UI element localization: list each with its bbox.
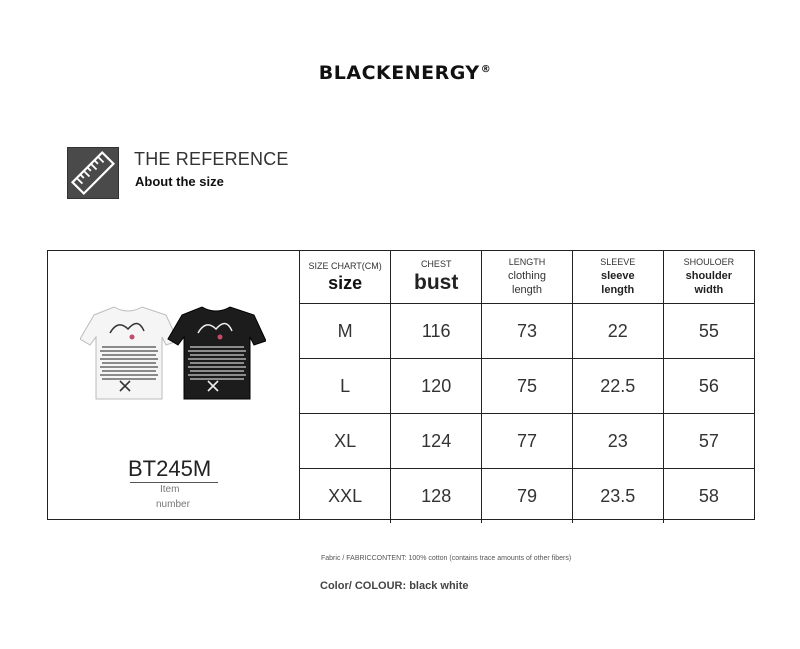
header-shoulder-line1: shoulder [685,270,733,282]
header-length-line2: length [512,284,542,296]
table-cell: M [300,304,391,359]
table-cell: 22 [572,304,663,359]
registered-mark: ® [480,64,492,75]
table-cell: 128 [391,469,482,524]
table-row [300,304,754,359]
table-cell: 23 [572,414,663,469]
model-underline [130,482,218,483]
model-number: BT245M [128,456,212,481]
table-cell: L [300,359,391,414]
table-cell: 23.5 [572,469,663,524]
table-cell: 124 [391,414,482,469]
black-tshirt-icon [168,307,266,399]
table-cell: 55 [663,304,754,359]
table-cell: XL [300,414,391,469]
header-sleeve-line2: length [601,284,635,296]
product-panel [48,251,300,519]
header-sleeve-line1: sleeve [600,270,635,282]
header-chest-en: CHEST [420,259,452,269]
white-tshirt-icon [80,307,178,399]
header-shoulder-line2: width [694,284,724,296]
fabric-content-text: Fabric / FABRICCONTENT: 100% cotton (contains trace amounts of other fibers) [321,555,572,562]
header-sleeve [572,251,663,304]
table-cell: 57 [663,414,754,469]
table-row [300,414,754,469]
header-size-en: SIZE CHART(CM) [308,260,382,271]
header-length-en: LENGTH [508,257,546,267]
brand-name: BLACKENERGY [318,62,480,84]
table-row [300,469,754,524]
header-length-line1: clothing [508,270,546,282]
table-cell: 58 [663,469,754,524]
size-chart-frame [47,250,755,520]
reference-title: THE REFERENCE [134,149,289,169]
header-sleeve-en: SLEEVE [600,257,636,267]
header-size [300,251,391,304]
header-chest-main: bust [414,271,459,294]
header-row [300,251,754,304]
table-cell: 79 [482,469,573,524]
reference-subtitle: About the size [135,174,224,189]
header-shoulder-en: SHOULOER [683,257,735,267]
table-cell: 22.5 [572,359,663,414]
ruler-icon [67,147,119,199]
number-label: number [156,499,190,510]
brand-logo [0,62,800,84]
table-cell: 75 [482,359,573,414]
header-chest [391,251,482,304]
table-cell: 120 [391,359,482,414]
table-cell: 77 [482,414,573,469]
table-row [300,359,754,414]
header-shoulder [663,251,754,304]
color-text: Color/ COLOUR: black white [320,580,469,592]
table-cell: XXL [300,469,391,524]
header-length [482,251,573,304]
tshirt-image [80,303,266,408]
size-table [300,251,754,523]
item-label: Item [160,484,180,495]
table-cell: 116 [391,304,482,359]
table-cell: 56 [663,359,754,414]
header-size-main: size [328,272,363,293]
table-cell: 73 [482,304,573,359]
